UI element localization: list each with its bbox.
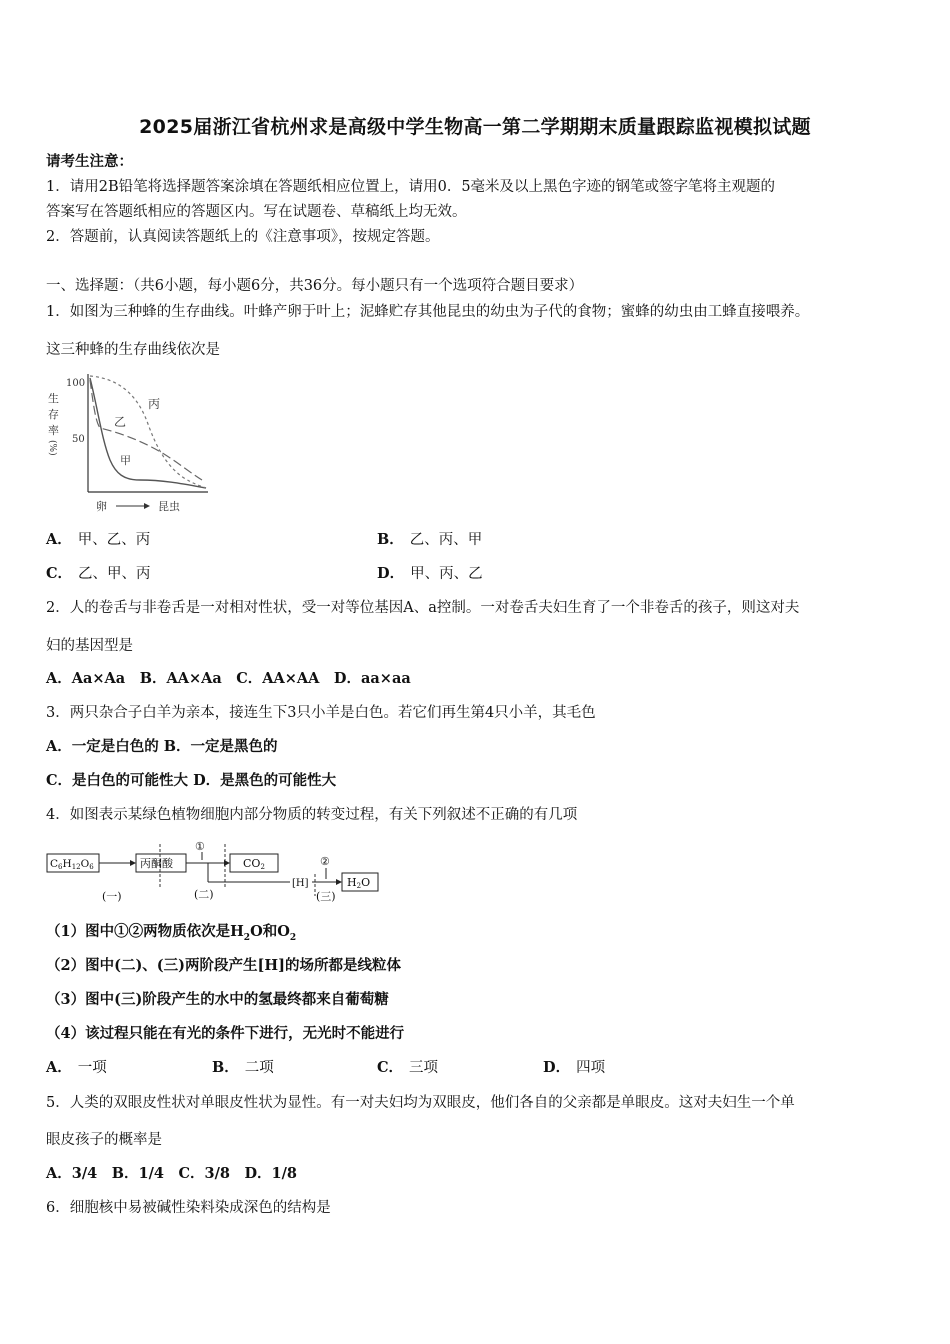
stage-2-label: (二) xyxy=(194,888,214,901)
q4-option-d[interactable] xyxy=(543,1058,605,1078)
chart-y-label-4: (%) xyxy=(47,440,57,456)
section-heading: 一、选择题：（共6小题，每小题6分，共36分。每小题只有一个选项符合题目要求） xyxy=(46,278,584,294)
notice-line-3: 2．答题前，认真阅读答题纸上的《注意事项》，按规定答题。 xyxy=(46,229,440,245)
q4-option-c[interactable] xyxy=(377,1058,438,1078)
q2-stem-2: 妇的基因型是 xyxy=(46,638,133,654)
q4-statement-3: （3）图中(三)阶段产生的水中的氢最终都来自葡萄糖 xyxy=(46,991,389,1008)
q1-option-b-letter: B． xyxy=(377,531,404,548)
notice-line-2: 答案写在答题纸相应的答题区内。写在试题卷、草稿纸上均无效。 xyxy=(46,204,467,220)
q4-option-d-text: 四项 xyxy=(576,1060,606,1076)
q1-stem-2: 这三种蜂的生存曲线依次是 xyxy=(46,342,220,358)
chart-y-label-3: 率 xyxy=(48,424,59,437)
q5-stem-1: 5．人类的双眼皮性状对单眼皮性状为显性。有一对夫妇均为双眼皮，他们各自的父亲都是单眼皮。这对夫妇生一个单 xyxy=(46,1095,795,1111)
q1-option-d-letter: D． xyxy=(377,565,405,582)
q1-option-c-letter: C． xyxy=(46,565,73,582)
q4-option-a-text: 一项 xyxy=(77,1060,107,1076)
q4-statement-2: （2）图中(二)、(三)两阶段产生[H]的场所都是线粒体 xyxy=(46,957,401,974)
q1-option-d[interactable] xyxy=(377,564,483,584)
q4-option-b-letter: B． xyxy=(212,1059,239,1076)
chart-x-label-right: 昆虫 xyxy=(158,500,180,513)
chart-y-label-2: 存 xyxy=(48,408,59,421)
q1-option-a[interactable] xyxy=(46,530,150,550)
q1-option-b-text: 乙、丙、甲 xyxy=(409,532,483,548)
q1-stem-1: 1．如图为三种蜂的生存曲线。叶蜂产卵于叶上；泥蜂贮存其他昆虫的幼虫为子代的食物；蜜蜂的幼虫由工蜂直接喂养。 xyxy=(46,304,810,320)
survival-curve-chart xyxy=(44,370,224,518)
q4-option-a-letter: A． xyxy=(46,1059,72,1076)
q1-option-a-text: 甲、乙、丙 xyxy=(77,532,151,548)
notice-heading: 请考生注意： xyxy=(46,153,133,170)
mark-2: ② xyxy=(320,855,330,868)
q2-options[interactable]: A．Aa×Aa B．AA×Aa C．AA×AA D．aa×aa xyxy=(46,670,411,687)
arrow-3-head xyxy=(336,879,342,885)
pyruvate-label: 丙酮酸 xyxy=(140,857,173,870)
chart-x-label-left: 卵 xyxy=(96,500,107,513)
q4-option-b[interactable] xyxy=(212,1058,274,1078)
q4-stem: 4．如图表示某绿色植物细胞内部分物质的转变过程，有关下列叙述不正确的有几项 xyxy=(46,807,578,823)
q2-stem-1: 2．人的卷舌与非卷舌是一对相对性状，受一对等位基因A、a控制。一对卷舌夫妇生育了一个非卷舌的孩子，则这对夫 xyxy=(46,600,800,616)
arrow-1-head xyxy=(130,860,136,866)
page-title: 2025届浙江省杭州求是高级中学生物高一第二学期期末质量跟踪监视模拟试题 xyxy=(139,116,811,138)
chart-x-arrowhead xyxy=(144,503,150,509)
chart-y-tick-100: 100 xyxy=(66,378,86,389)
notice-line-1: 1．请用2B铅笔将选择题答案涂填在答题纸相应位置上，请用0．5毫米及以上黑色字迹的钢笔或签字笔将主观题的 xyxy=(46,179,776,195)
arrow-2-head xyxy=(224,860,230,866)
curve-yi xyxy=(90,380,202,480)
q4-option-c-letter: C． xyxy=(377,1059,404,1076)
q4-statement-4: （4）该过程只能在有光的条件下进行，无光时不能进行 xyxy=(46,1025,405,1042)
curve-label-yi: 乙 xyxy=(114,415,127,429)
h2o-label: H2O xyxy=(347,876,371,890)
q5-stem-2: 眼皮孩子的概率是 xyxy=(46,1132,162,1148)
mark-1: ① xyxy=(195,840,205,853)
respiration-diagram xyxy=(44,838,384,908)
q3-options-ab[interactable]: A．一定是白色的 B．一定是黑色的 xyxy=(46,738,278,755)
stage-1-label: (一) xyxy=(102,890,122,903)
q1-option-b[interactable] xyxy=(377,530,482,550)
q3-options-cd[interactable]: C．是白色的可能性大 D．是黑色的可能性大 xyxy=(46,772,337,789)
q4-option-d-letter: D． xyxy=(543,1059,571,1076)
curve-label-bing: 丙 xyxy=(148,397,161,411)
q4-option-a[interactable] xyxy=(46,1058,107,1078)
h-label: [H] xyxy=(292,878,309,889)
chart-y-tick-50: 50 xyxy=(72,434,85,445)
glucose-label: C6H12O6 xyxy=(50,858,94,871)
q1-option-c[interactable] xyxy=(46,564,151,584)
q1-option-c-text: 乙、甲、丙 xyxy=(78,566,151,582)
q5-options[interactable]: A．3/4 B．1/4 C．3/8 D．1/8 xyxy=(46,1165,298,1182)
chart-y-label-1: 生 xyxy=(48,392,59,405)
curve-label-jia: 甲 xyxy=(120,454,131,467)
q6-stem: 6．细胞核中易被碱性染料染成深色的结构是 xyxy=(46,1200,331,1216)
q3-stem: 3．两只杂合子白羊为亲本，接连生下3只小羊是白色。若它们再生第4只小羊，其毛色 xyxy=(46,705,596,721)
stage-3-label: (三) xyxy=(316,890,336,903)
q4-option-b-text: 二项 xyxy=(244,1060,274,1076)
q1-option-d-text: 甲、丙、乙 xyxy=(410,566,483,582)
q4-statement-1: （1）图中①②两物质依次是$H_2O$和$O_2$ xyxy=(46,923,297,943)
q4-option-c-text: 三项 xyxy=(409,1060,439,1076)
q1-option-a-letter: A． xyxy=(46,531,72,548)
co2-label: CO2 xyxy=(243,857,265,871)
